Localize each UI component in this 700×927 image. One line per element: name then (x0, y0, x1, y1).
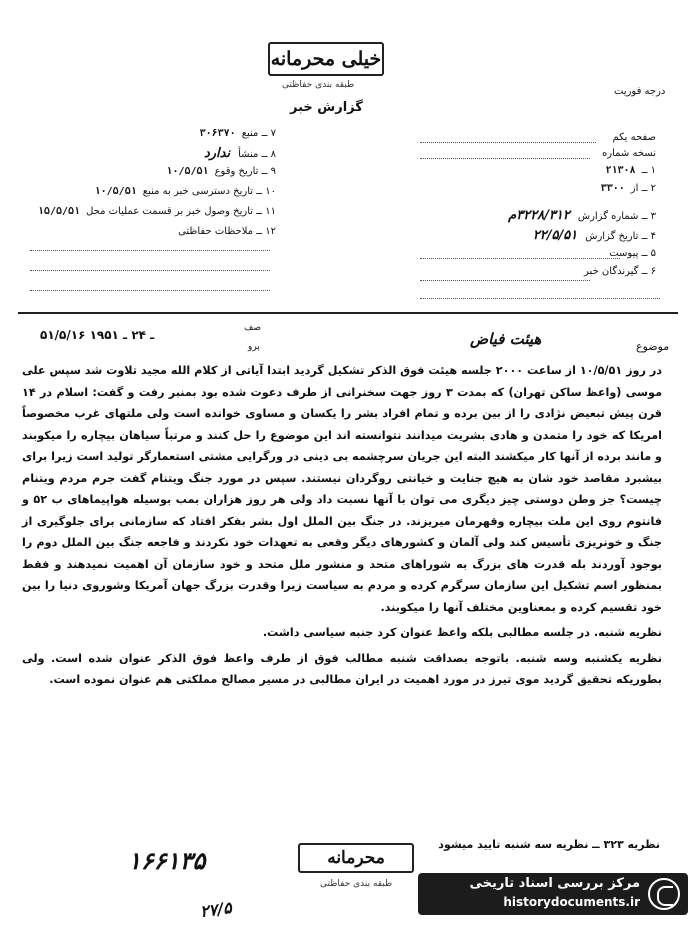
handwritten-signature: ۲۷/۵ (198, 897, 233, 922)
header-field-origin: ۸ ــ منشأندارد (203, 146, 276, 161)
classification-stamp: خیلی محرمانه (268, 42, 384, 76)
subject-value: هیئت فیاض (470, 330, 542, 348)
subject-date: ۵۱/۵/۱۶ ـ ۲۴ ـ ۱۹۵۱ (40, 328, 155, 342)
footer-note: نظریه ۳۲۳ ــ نظریه سه شنبه تایید میشود (438, 838, 660, 851)
report-title: گزارش خبر (290, 100, 363, 115)
handwritten-number: ۱۶۶۱۳۵ (128, 846, 206, 875)
header-field-attachment: ۵ ــ پیوست (609, 248, 656, 259)
header-field-report-number: ۳ ــ شماره گزارش۳۲۲۸/۳۱۲م (508, 208, 656, 223)
header-field-access-date: ۱۰ ــ تاریخ دسترسی خبر به منبع۱۰/۵/۵۱ (94, 186, 276, 197)
header-field-occurrence-date: ۹ ــ تاریخ وقوع۱۰/۵/۵۱ (166, 166, 276, 177)
body-paragraph: نظریه یکشنبه وسه شنبه. باتوجه بصداقت شنبه مطالب فوق از طرف واعظ فوق الذکر عنوان شده است. ولی بطوریکه تحقیق گردید موی تیرز در مورد اهمیت در ایران مطالبی در مسیر مصالح مملکتی هم عنوان نموده است. (22, 651, 662, 686)
header-field-security-notes: ۱۲ ــ ملاحظات حفاظتی (178, 226, 276, 237)
header-field-2: ۲ ــ از۳۳۰۰ (600, 183, 656, 194)
watermark-badge (418, 873, 688, 915)
page-label-2: پرو (248, 342, 260, 352)
bottom-classification-stamp: محرمانه (298, 843, 414, 873)
header-field-source: ۷ ــ منبع۳۰۶۳۷۰ (199, 128, 276, 139)
page-label: صف (244, 323, 261, 333)
header-field-recipients: ۶ ــ گیرندگان خبر (584, 266, 656, 277)
body-paragraph: در روز ۱۰/۵/۵۱ از ساعت ۲۰۰۰ جلسه هیئت فوق الذکر تشکیل گردید ابتدا آیاتی از کلام الله مجید تلاوت شد سپس علی موسی (واعظ ساکن تهران) که بمدت ۳ روز جهت سخنرانی از طرف دعوت شده بود بمنبر رفت و گفت: اسلام در ۱۴ قرن پیش تبعیض نژادی را از بین برده و تمام افراد بشر را یکسان و مساوی خوانده است ولی ملتهای غرب مخصوصاً امریکا که خود را متمدن و هادی بشریت میدانند نتوانسته اند این موضوع را حل کنند و مرتباً سیاهان بیچاره را میکوبند و مانند برده از آنها کار میکشند البته این جریان سرچشمه بی دینی در ورگرایی مشتی استعمارگر تولید است زیرا برای بیشبرد مقاصد خود شان به هیچ جنایت و خیانتی روگردان نیستند. سپس در مورد جنگ ویتنام گفت جرم مردم ویتنام چیست؟ جز وطن دوستی چیز دیگری می توان با آنها نسبت داد ولی هر روز هزاران بمب بوسیله هواپیماهای ب ۵۲ و فانتوم روی این ملت بیچاره وقهرمان میریزند. در جنگ بین الملل اول بشر بفکر افتاد که سازمانی برای جلوگیری از جنگ و خونریزی تأسیس کند ولی آلمان و کشورهای دیگر وقعی به تعهدات خود نکردند و فاجعه جنگ بین الملل دوم را بوجود آوردند بله قدرت های بزرگ به شوراهای متحد و منشور ملل متحد و خود سازمان آن اهمیت نمیدهند و فقط بمنظور اسم تشکیل این سازمان سرگرم کرده و مردم به سیاست زیرا وقدرت بزرگ جهان آمریکا وشوروی دنیا را بین خود تقسیم کرده و بمعناوین مختلف آنها را میکوبند. (22, 364, 663, 614)
header-field-copy: نسخه شماره (602, 148, 656, 159)
header-field-report-date: ۴ ــ تاریخ گزارش۲۲/۵/۵۱ (532, 228, 656, 243)
header-field-1: ۱ ــ۲۱۳۰۸ (605, 165, 656, 176)
watermark-text-fa: مرکز بررسی اسناد تاریخی (469, 876, 640, 891)
header-field-receipt-date: ۱۱ ــ تاریخ وصول خبر بر قسمت عملیات محل۱۵/۵/۵۱ (37, 206, 276, 217)
subject-label: موضوع (636, 340, 670, 353)
header-divider (18, 312, 678, 314)
report-body (22, 360, 662, 691)
classification-label: طبقه بندی حفاظتی (282, 80, 355, 90)
bottom-classification-label: طبقه بندی حفاظتی (320, 879, 393, 889)
priority-label: درجه فوریت (614, 86, 666, 97)
body-paragraph: نظریه شنبه. در جلسه مطالبی بلکه واعظ عنوان کرد جنبه سیاسی داشت. (262, 626, 662, 639)
header-field-page: صفحه یکم (612, 132, 656, 143)
watermark-text-en: historydocuments.ir (503, 895, 640, 909)
archive-logo-icon (648, 878, 680, 910)
